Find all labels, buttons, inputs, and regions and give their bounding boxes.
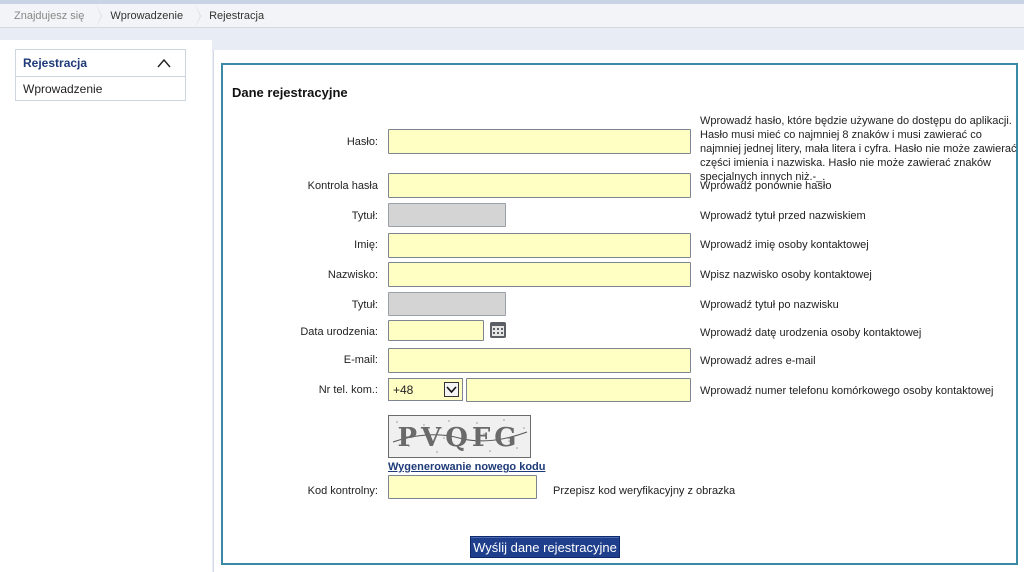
email-label: E-mail: [343,354,378,366]
first-name-input[interactable] [388,233,691,258]
regenerate-captcha-link[interactable]: Wygenerowanie nowego kodu [388,461,546,473]
sidebar-panel [15,49,186,101]
breadcrumb [0,4,1024,28]
password-confirm-input[interactable] [388,173,691,198]
control-code-input[interactable] [388,475,537,499]
chevron-up-icon [157,58,171,68]
phone-number-input[interactable] [466,378,691,402]
phone-label: Nr tel. kom.: [318,384,378,396]
email-hint: Wprowadź adres e-mail [700,355,816,367]
birth-date-input[interactable] [388,320,484,341]
breadcrumb-link-introduction[interactable]: Wprowadzenie [96,4,195,28]
password-confirm-label: Kontrola hasła [307,180,378,192]
phone-prefix-value: +48 [393,382,414,397]
phone-hint: Wprowadź numer telefonu komórkowego osoby kontaktowej [700,385,994,397]
title-before-select[interactable] [388,203,506,227]
last-name-hint: Wpisz nazwisko osoby kontaktowej [700,269,872,281]
calendar-icon[interactable] [490,322,506,338]
registration-form [221,63,1018,565]
email-input[interactable] [388,348,691,373]
title-before-label: Tytuł: [351,210,378,222]
captcha-image [388,415,531,458]
birth-date-hint: Wprowadź datę urodzenia osoby kontaktowej [700,327,922,339]
last-name-label: Nazwisko: [327,269,378,281]
submit-registration-button[interactable]: Wyślij dane rejestracyjne [470,536,620,558]
password-label: Hasło: [346,136,378,148]
captcha-code: PVQFG [397,423,521,453]
title-after-hint: Wprowadź tytuł po nazwisku [700,299,839,311]
title-after-select[interactable] [388,292,506,316]
sidebar-item-introduction[interactable]: Wprowadzenie [23,82,103,96]
password-input[interactable] [388,129,691,154]
main-content [213,50,1024,572]
control-code-hint: Przepisz kod weryfikacyjny z obrazka [553,485,736,497]
sidebar-header-label: Rejestracja [23,56,88,70]
form-title: Dane rejestracyjne [232,85,348,100]
last-name-input[interactable] [388,262,691,287]
breadcrumb-current-registration: Rejestracja [209,9,265,22]
first-name-label: Imię: [354,239,378,251]
title-before-hint: Wprowadź tytuł przed nazwiskiem [700,210,866,222]
password-confirm-hint: Wprowadź ponownie hasło [700,180,832,192]
first-name-hint: Wprowadź imię osoby kontaktowej [700,239,869,251]
birth-date-label: Data urodzenia: [300,326,378,338]
sidebar-header-registration[interactable] [16,50,185,77]
breadcrumb-you-are-here: Znajdujesz się [0,4,96,28]
password-hint: Wprowadź hasło, które będzie używane do dostępu do aplikacji. Hasło musi mieć co najmniej 8 znaków i musi zawierać co najmniej jednej litery, mała litera i cyfra. Hasło nie może zawierać części imienia i nazwiska. Hasło nie może zawierać znaków specjalnych innych niż.-_. [700,115,1017,183]
chevron-down-icon [444,382,459,397]
sidebar [0,40,212,572]
control-code-label: Kod kontrolny: [307,485,378,497]
title-after-label: Tytuł: [351,299,378,311]
phone-prefix-select[interactable] [388,378,463,401]
